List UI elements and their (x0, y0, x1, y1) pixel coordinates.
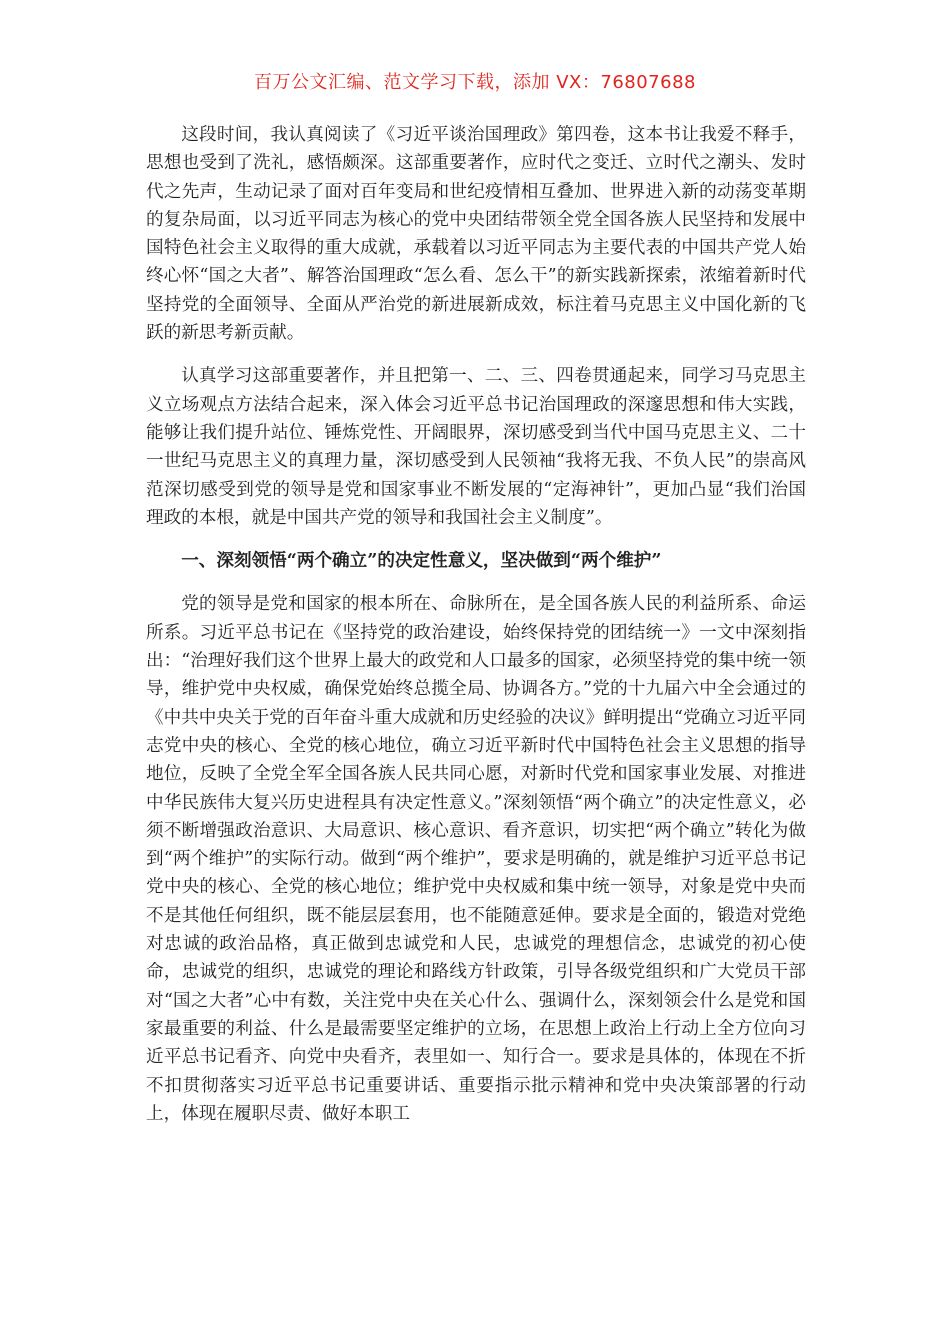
paragraph-study: 认真学习这部重要著作，并且把第一、二、三、四卷贯通起来，同学习马克思主义立场观点方法结合起来，深入体会习近平总书记治国理政的深邃思想和伟大实践，能够让我们提升站位、锤炼党性、开阔眼界，深切感受到当代中国马克思主义、二十一世纪马克思主义的真理力量，深切感受到人民领袖“我将无我、不负人民”的崇高风范深切感受到党的领导是党和国家事业不断发展的“定海神针”，更加凸显“我们治国理政的本根，就是中国共产党的领导和我国社会主义制度”。 (146, 366, 806, 528)
watermark-header: 百万公文汇编、范文学习下载，添加 VX：76807688 (254, 72, 696, 93)
document-body (146, 121, 806, 1128)
section-heading-1: 一、深刻领悟“两个确立”的决定性意义，坚决做到“两个维护” (181, 550, 662, 572)
paragraph-intro: 这段时间，我认真阅读了《习近平谈治国理政》第四卷，这本书让我爱不释手，思想也受到了洗礼，感悟颇深。这部重要著作，应时代之变迁、立时代之潮头、发时代之先声，生动记录了面对百年变局和世纪疫情相互叠加、世界进入新的动荡变革期的复杂局面，以习近平同志为核心的党中央团结带领全党全国各族人民坚持和发展中国特色社会主义取得的重大成就，承载着以习近平同志为主要代表的中国共产党人始终心怀“国之大者”、解答治国理政“怎么看、怎么干”的新实践新探索，浓缩着新时代坚持党的全面领导、全面从严治党的新进展新成效，标注着马克思主义中国化新的飞跃的新思考新贡献。 (146, 125, 806, 344)
paragraph-section-1: 党的领导是党和国家的根本所在、命脉所在，是全国各族人民的利益所系、命运所系。习近平总书记在《坚持党的政治建设，始终保持党的团结统一》一文中深刻指出：“治理好我们这个世界上最大的政党和人口最多的国家，必须坚持党的集中统一领导，维护党中央权威，确保党始终总揽全局、协调各方。”党的十九届六中全会通过的《中共中央关于党的百年奋斗重大成就和历史经验的决议》鲜明提出“党确立习近平同志党中央的核心、全党的核心地位，确立习近平新时代中国特色社会主义思想的指导地位，反映了全党全军全国各族人民共同心愿，对新时代党和国家事业发展、对推进中华民族伟大复兴历史进程具有决定性意义。”深刻领悟“两个确立”的决定性意义，必须不断增强政治意识、大局意识、核心意识、看齐意识，切实把“两个确立”转化为做到“两个维护”的实际行动。做到“两个维护”，要求是明确的，就是维护习近平总书记党中央的核心、全党的核心地位；维护党中央权威和集中统一领导，对象是党中央而不是其他任何组织，既不能层层套用，也不能随意延伸。要求是全面的，锻造对党绝对忠诚的政治品格，真正做到忠诚党和人民，忠诚党的理想信念，忠诚党的初心使命，忠诚党的组织，忠诚党的理论和路线方针政策，引导各级党组织和广大党员干部对“国之大者”心中有数，关注党中央在关心什么、强调什么，深刻领会什么是党和国家最重要的利益、什么是最需要坚定维护的立场，在思想上政治上行动上全方位向习近平总书记看齐、向党中央看齐，表里如一、知行合一。要求是具体的，体现在不折不扣贯彻落实习近平总书记重要讲话、重要指示批示精神和党中央决策部署的行动上，体现在履职尽责、做好本职工 (146, 594, 806, 1124)
